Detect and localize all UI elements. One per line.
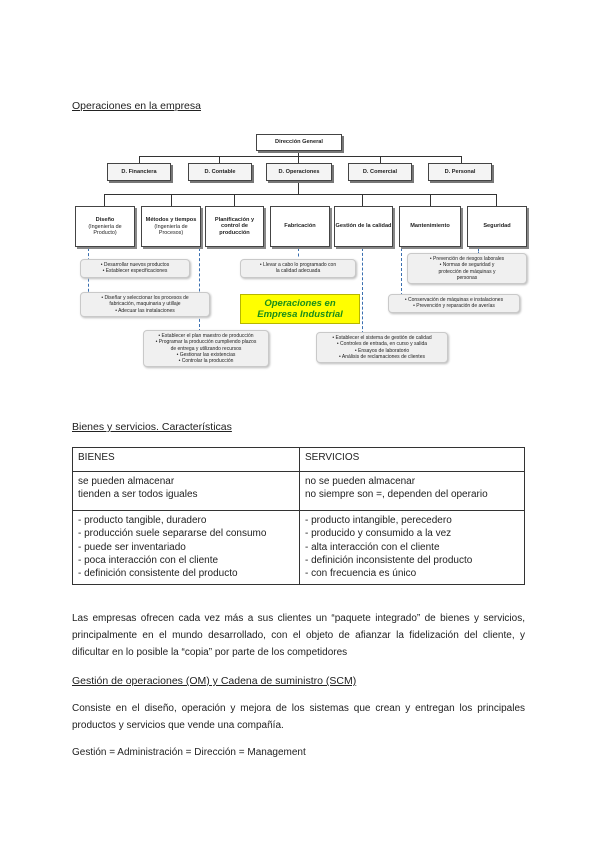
paragraph-gestion-equivalencias: Gestión = Administración = Dirección = Management — [72, 747, 306, 758]
org-box-label: D. Operaciones — [278, 168, 320, 175]
table-header-cell: SERVICIOS — [300, 448, 525, 472]
org-box-department — [107, 163, 171, 181]
connector-line — [171, 194, 172, 206]
org-box-label: Seguridad — [483, 223, 511, 230]
org-box-sublabel: (Ingeniería de Producto) — [88, 223, 122, 236]
cell-line: - definición consistente del producto — [78, 568, 238, 580]
note-line: protección de máquinas y — [438, 268, 496, 275]
connector-line — [430, 194, 431, 206]
org-box-label: Dirección General — [275, 139, 323, 146]
section-heading-bienes-servicios: Bienes y servicios. Características — [72, 421, 232, 433]
connector-line — [298, 151, 299, 163]
dashed-connector — [362, 248, 363, 334]
banner-operaciones-empresa-industrial — [240, 294, 360, 324]
org-box-label: Gestión de la calidad — [335, 223, 392, 230]
table-header-cell: BIENES — [73, 448, 300, 472]
cell-line: se pueden almacenar — [78, 476, 175, 487]
note-line: • Normas de seguridad y — [439, 262, 495, 269]
note-line: • Diseñar y seleccionar los procesos de — [101, 295, 189, 301]
note-line: • Programar la producción cumpliendo plazos — [155, 339, 257, 346]
note-line: • Establecer especificaciones — [102, 268, 168, 275]
org-box-mantenimiento — [399, 206, 461, 247]
table-row — [73, 472, 525, 511]
note-box-planificacion — [143, 330, 269, 367]
org-box-department — [348, 163, 412, 181]
cell-line: - puede ser inventariado — [78, 541, 186, 553]
table-header-row — [73, 448, 525, 472]
connector-line — [219, 156, 220, 163]
org-box-label: D. Personal — [444, 168, 476, 175]
dashed-connector — [401, 248, 402, 296]
note-line: • Establecer el sistema de gestión de calidad — [332, 335, 432, 341]
note-box-metodos — [80, 292, 210, 317]
paragraph-definicion: Consiste en el diseño, operación y mejora de los sistemas que crean y entregan los principales productos y servicios que vende una compañía. — [72, 703, 525, 731]
table-row — [73, 510, 525, 584]
table-cell — [300, 510, 525, 584]
note-line: • Llevar a cabo lo programado con — [259, 262, 337, 268]
note-line: fabricación, maquinaria y utillaje — [109, 301, 181, 308]
org-box-label: Planificación y control de producción — [214, 216, 255, 236]
org-box-metodos — [141, 206, 201, 247]
note-line: • Análisis de reclamaciones de clientes — [339, 353, 425, 360]
connector-line — [496, 194, 497, 206]
connector-line — [139, 156, 140, 163]
cell-line: no se pueden almacenar — [305, 476, 416, 487]
note-box-mantenimiento — [388, 294, 520, 313]
section-heading-operaciones: Operaciones en la empresa — [72, 100, 201, 112]
banner-line: Empresa Industrial — [257, 309, 343, 320]
note-line: • Prevención de riesgos laborales — [429, 256, 505, 262]
note-line: • Prevención y reparación de averías — [413, 303, 495, 310]
connector-line — [362, 194, 363, 206]
note-line: • Conservación de máquinas e instalaciones — [404, 297, 504, 303]
org-box-diseno — [75, 206, 135, 247]
bienes-servicios-table — [72, 447, 525, 585]
cell-line: - producto tangible, duradero — [78, 514, 207, 526]
dashed-connector — [199, 248, 200, 332]
table-cell — [73, 472, 300, 511]
note-line: de entrega y utilizando recursos — [170, 345, 242, 352]
note-box-diseno — [80, 259, 190, 278]
org-box-label: D. Comercial — [362, 168, 398, 175]
note-line: • Controlar la producción — [178, 358, 234, 364]
cell-line: - producido y consumido a la vez — [305, 528, 452, 540]
paragraph-paquete-integrado: Las empresas ofrecen cada vez más a sus clientes un “paquete integrado” de bienes y servicios, principalmente en el mundo desarrollado, con el objeto de afianzar la fidelización del cliente, y dificultar en lo posible la “copia” por parte de los competidores — [72, 613, 525, 658]
section-heading-om-scm: Gestión de operaciones (OM) y Cadena de suministro (SCM) — [72, 675, 357, 687]
connector-line — [104, 194, 105, 206]
cell-line: tienden a ser todos iguales — [78, 489, 198, 501]
org-box-department — [428, 163, 492, 181]
cell-line: - producción suele separarse del consumo — [78, 528, 267, 540]
cell-line: - definición inconsistente del producto — [305, 555, 473, 567]
cell-line: - producto intangible, perecedero — [305, 514, 452, 526]
cell-line: - con frecuencia es único — [305, 568, 417, 580]
org-box-label: Métodos y tiempos — [145, 217, 197, 224]
cell-line: no siempre son =, dependen del operario — [305, 489, 488, 501]
table-cell — [300, 472, 525, 511]
org-box-fabricacion — [270, 206, 330, 247]
note-line: • Establecer el plan maestro de producción — [158, 333, 254, 339]
org-box-label: D. Contable — [204, 168, 236, 175]
org-box-label: Fabricación — [284, 223, 316, 230]
note-line: • Ensayos de laboratorio — [354, 347, 410, 354]
note-line: • Adecuar las instalaciones — [115, 307, 175, 314]
note-box-fabricacion — [240, 259, 356, 278]
org-box-calidad — [334, 206, 393, 247]
org-box-department — [266, 163, 332, 181]
note-box-seguridad — [407, 253, 527, 284]
table-cell — [73, 510, 300, 584]
note-line: la calidad adecuada — [275, 268, 321, 275]
org-box-label: Diseño — [95, 217, 115, 224]
org-box-department — [188, 163, 252, 181]
org-box-sublabel: (Ingeniería de Procesos) — [154, 223, 188, 236]
org-box-planificacion — [205, 206, 264, 247]
connector-line — [461, 156, 462, 163]
org-box-direccion-general — [256, 134, 342, 151]
banner-line: Operaciones en — [264, 298, 336, 309]
connector-line — [234, 194, 235, 206]
connector-line — [380, 156, 381, 163]
note-line: • Desarrollar nuevos productos — [100, 262, 170, 268]
org-box-label: Mantenimiento — [410, 223, 450, 230]
note-line: personas — [456, 274, 478, 281]
cell-line: - poca interacción con el cliente — [78, 555, 219, 567]
note-line: • Gestionar las existencias — [176, 351, 236, 358]
cell-line: - alta interacción con el cliente — [305, 541, 440, 553]
org-box-seguridad — [467, 206, 527, 247]
connector-line — [104, 194, 496, 195]
note-line: • Controles de entrada, en curso y salida — [336, 341, 428, 348]
note-box-calidad — [316, 332, 448, 363]
connector-line — [139, 156, 462, 157]
org-box-label: D. Financiera — [121, 168, 157, 175]
